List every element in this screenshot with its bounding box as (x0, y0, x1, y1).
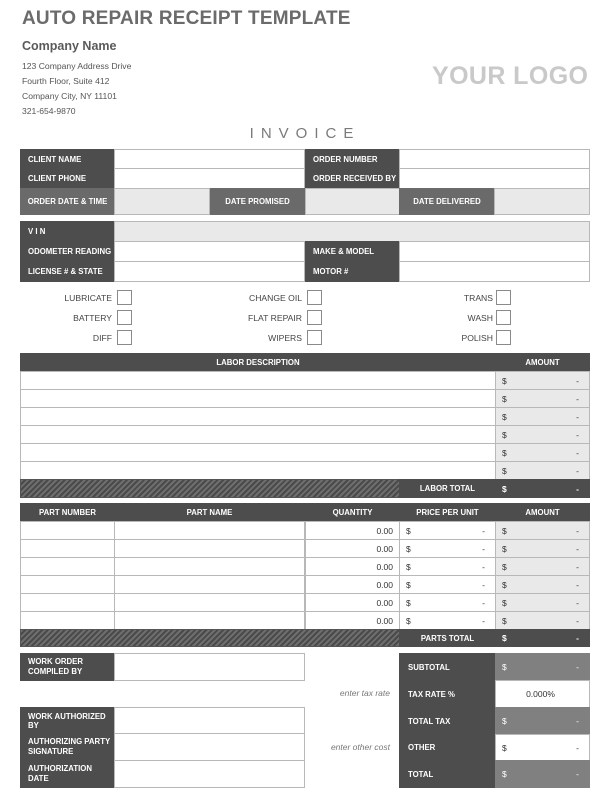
license-state-field[interactable] (114, 261, 305, 282)
labor-amount-cell[interactable]: $ - (495, 443, 590, 462)
quantity-cell[interactable]: 0.00 (305, 593, 400, 612)
price-per-unit-cell[interactable]: $ - (399, 611, 496, 630)
total-value: $ - (495, 760, 590, 788)
parts-amount-header: AMOUNT (495, 503, 590, 521)
labor-total-value: $ - (495, 479, 590, 498)
quantity-cell[interactable]: 0.00 (305, 611, 400, 630)
date-delivered-label: DATE DELIVERED (399, 188, 495, 215)
part-name-cell[interactable] (114, 611, 305, 630)
labor-amount-cell[interactable]: $ - (495, 425, 590, 444)
authorization-date-field[interactable] (114, 760, 305, 788)
client-name-label: CLIENT NAME (20, 149, 115, 169)
labor-description-row[interactable] (20, 425, 496, 444)
parts-total-label: PARTS TOTAL (399, 629, 496, 647)
labor-amount-cell[interactable]: $ - (495, 407, 590, 426)
total-tax-label: TOTAL TAX (399, 707, 496, 735)
order-number-field[interactable] (399, 149, 590, 169)
odometer-field[interactable] (114, 241, 305, 262)
client-phone-field[interactable] (114, 168, 305, 189)
license-state-label: LICENSE # & STATE (20, 261, 115, 282)
part-name-cell[interactable] (114, 557, 305, 576)
order-received-by-field[interactable] (399, 168, 590, 189)
labor-description-row[interactable] (20, 443, 496, 462)
authorizing-signature-label: AUTHORIZING PARTY SIGNATURE (20, 733, 115, 761)
order-date-time-label: ORDER DATE & TIME (20, 188, 115, 215)
work-authorized-by-field[interactable] (114, 707, 305, 734)
price-per-unit-cell[interactable]: $ - (399, 557, 496, 576)
client-name-field[interactable] (114, 149, 305, 169)
price-per-unit-header: PRICE PER UNIT (399, 503, 496, 521)
labor-amount-cell[interactable]: $ - (495, 461, 590, 480)
part-name-cell[interactable] (114, 539, 305, 558)
labor-description-row[interactable] (20, 407, 496, 426)
quantity-cell[interactable]: 0.00 (305, 575, 400, 594)
wipers-checkbox[interactable] (307, 330, 322, 345)
service-label-wash: WASH (467, 313, 493, 323)
vin-field[interactable] (114, 221, 590, 242)
service-label-trans: TRANS (463, 293, 493, 303)
labor-total-filler (20, 479, 400, 498)
labor-description-row[interactable] (20, 371, 496, 390)
part-amount-cell[interactable]: $ - (495, 593, 590, 612)
work-order-compiled-by-field[interactable] (114, 653, 305, 681)
subtotal-value: $ - (495, 653, 590, 681)
tax-rate-label: TAX RATE % (399, 680, 496, 708)
labor-amount-cell[interactable]: $ - (495, 389, 590, 408)
date-delivered-field[interactable] (494, 188, 590, 215)
company-address-line-2[interactable]: Fourth Floor, Suite 412 (22, 76, 110, 86)
date-promised-label: DATE PROMISED (210, 188, 305, 215)
other-cost-input[interactable]: $ - (495, 734, 590, 761)
order-number-label: ORDER NUMBER (305, 149, 400, 169)
part-amount-cell[interactable]: $ - (495, 521, 590, 540)
labor-description-row[interactable] (20, 389, 496, 408)
authorization-date-label: AUTHORIZATION DATE (20, 760, 115, 788)
order-date-time-field[interactable] (114, 188, 210, 215)
price-per-unit-cell[interactable]: $ - (399, 539, 496, 558)
work-order-compiled-by-label: WORK ORDER COMPILED BY (20, 653, 115, 681)
odometer-label: ODOMETER READING (20, 241, 115, 262)
part-name-cell[interactable] (114, 593, 305, 612)
change-oil-checkbox[interactable] (307, 290, 322, 305)
part-amount-cell[interactable]: $ - (495, 539, 590, 558)
service-label-wipers: WIPERS (268, 333, 302, 343)
part-number-cell[interactable] (20, 593, 115, 612)
wash-checkbox[interactable] (496, 310, 511, 325)
part-name-header: PART NAME (114, 503, 305, 521)
client-phone-label: CLIENT PHONE (20, 168, 115, 189)
part-name-cell[interactable] (114, 575, 305, 594)
quantity-header: QUANTITY (305, 503, 400, 521)
flat-repair-checkbox[interactable] (307, 310, 322, 325)
diff-checkbox[interactable] (117, 330, 132, 345)
battery-checkbox[interactable] (117, 310, 132, 325)
price-per-unit-cell[interactable]: $ - (399, 575, 496, 594)
logo-placeholder[interactable]: YOUR LOGO (432, 62, 589, 90)
service-label-polish: POLISH (461, 333, 493, 343)
lubricate-checkbox[interactable] (117, 290, 132, 305)
company-address-line-3[interactable]: Company City, NY 11101 (22, 91, 117, 101)
work-authorized-by-label: WORK AUTHORIZED BY (20, 707, 115, 734)
labor-description-header: LABOR DESCRIPTION (20, 353, 496, 371)
company-name[interactable]: Company Name (22, 39, 117, 53)
quantity-cell[interactable]: 0.00 (305, 539, 400, 558)
trans-checkbox[interactable] (496, 290, 511, 305)
part-number-cell[interactable] (20, 539, 115, 558)
part-name-cell[interactable] (114, 521, 305, 540)
part-number-cell[interactable] (20, 575, 115, 594)
make-model-field[interactable] (399, 241, 590, 262)
part-number-cell[interactable] (20, 611, 115, 630)
company-address-line-1[interactable]: 123 Company Address Drive (22, 61, 132, 71)
service-label-flat-repair: FLAT REPAIR (248, 313, 302, 323)
part-number-header: PART NUMBER (20, 503, 115, 521)
total-tax-value: $ - (495, 707, 590, 735)
vin-label: V I N (20, 221, 115, 242)
date-promised-field[interactable] (305, 188, 400, 215)
subtotal-label: SUBTOTAL (399, 653, 496, 681)
company-phone[interactable]: 321-654-9870 (22, 106, 76, 116)
labor-description-row[interactable] (20, 461, 496, 480)
labor-amount-cell[interactable]: $ - (495, 371, 590, 390)
polish-checkbox[interactable] (496, 330, 511, 345)
price-per-unit-cell[interactable]: $ - (399, 521, 496, 540)
service-label-diff: DIFF (92, 333, 112, 343)
invoice-heading: INVOICE (249, 125, 361, 142)
authorizing-signature-field[interactable] (114, 733, 305, 761)
order-received-by-label: ORDER RECEIVED BY (305, 168, 400, 189)
part-amount-cell[interactable]: $ - (495, 557, 590, 576)
service-label-change-oil: CHANGE OIL (248, 293, 302, 303)
quantity-cell[interactable]: 0.00 (305, 521, 400, 540)
parts-total-value: $ - (495, 629, 590, 647)
labor-amount-header: AMOUNT (495, 353, 590, 371)
part-number-cell[interactable] (20, 521, 115, 540)
tax-rate-input[interactable]: 0.000% (495, 680, 590, 708)
part-number-cell[interactable] (20, 557, 115, 576)
make-model-label: MAKE & MODEL (305, 241, 400, 262)
part-amount-cell[interactable]: $ - (495, 611, 590, 630)
quantity-cell[interactable]: 0.00 (305, 557, 400, 576)
motor-label: MOTOR # (305, 261, 400, 282)
service-label-lubricate: LUBRICATE (64, 293, 112, 303)
motor-field[interactable] (399, 261, 590, 282)
service-label-battery: BATTERY (73, 313, 112, 323)
price-per-unit-cell[interactable]: $ - (399, 593, 496, 612)
enter-tax-rate-hint: enter tax rate (339, 688, 390, 698)
parts-total-filler (20, 629, 400, 647)
part-amount-cell[interactable]: $ - (495, 575, 590, 594)
other-label: OTHER (399, 734, 496, 761)
enter-other-cost-hint: enter other cost (330, 742, 390, 752)
labor-total-label: LABOR TOTAL (399, 479, 496, 498)
page-title: AUTO REPAIR RECEIPT TEMPLATE (22, 8, 351, 29)
total-label: TOTAL (399, 760, 496, 788)
